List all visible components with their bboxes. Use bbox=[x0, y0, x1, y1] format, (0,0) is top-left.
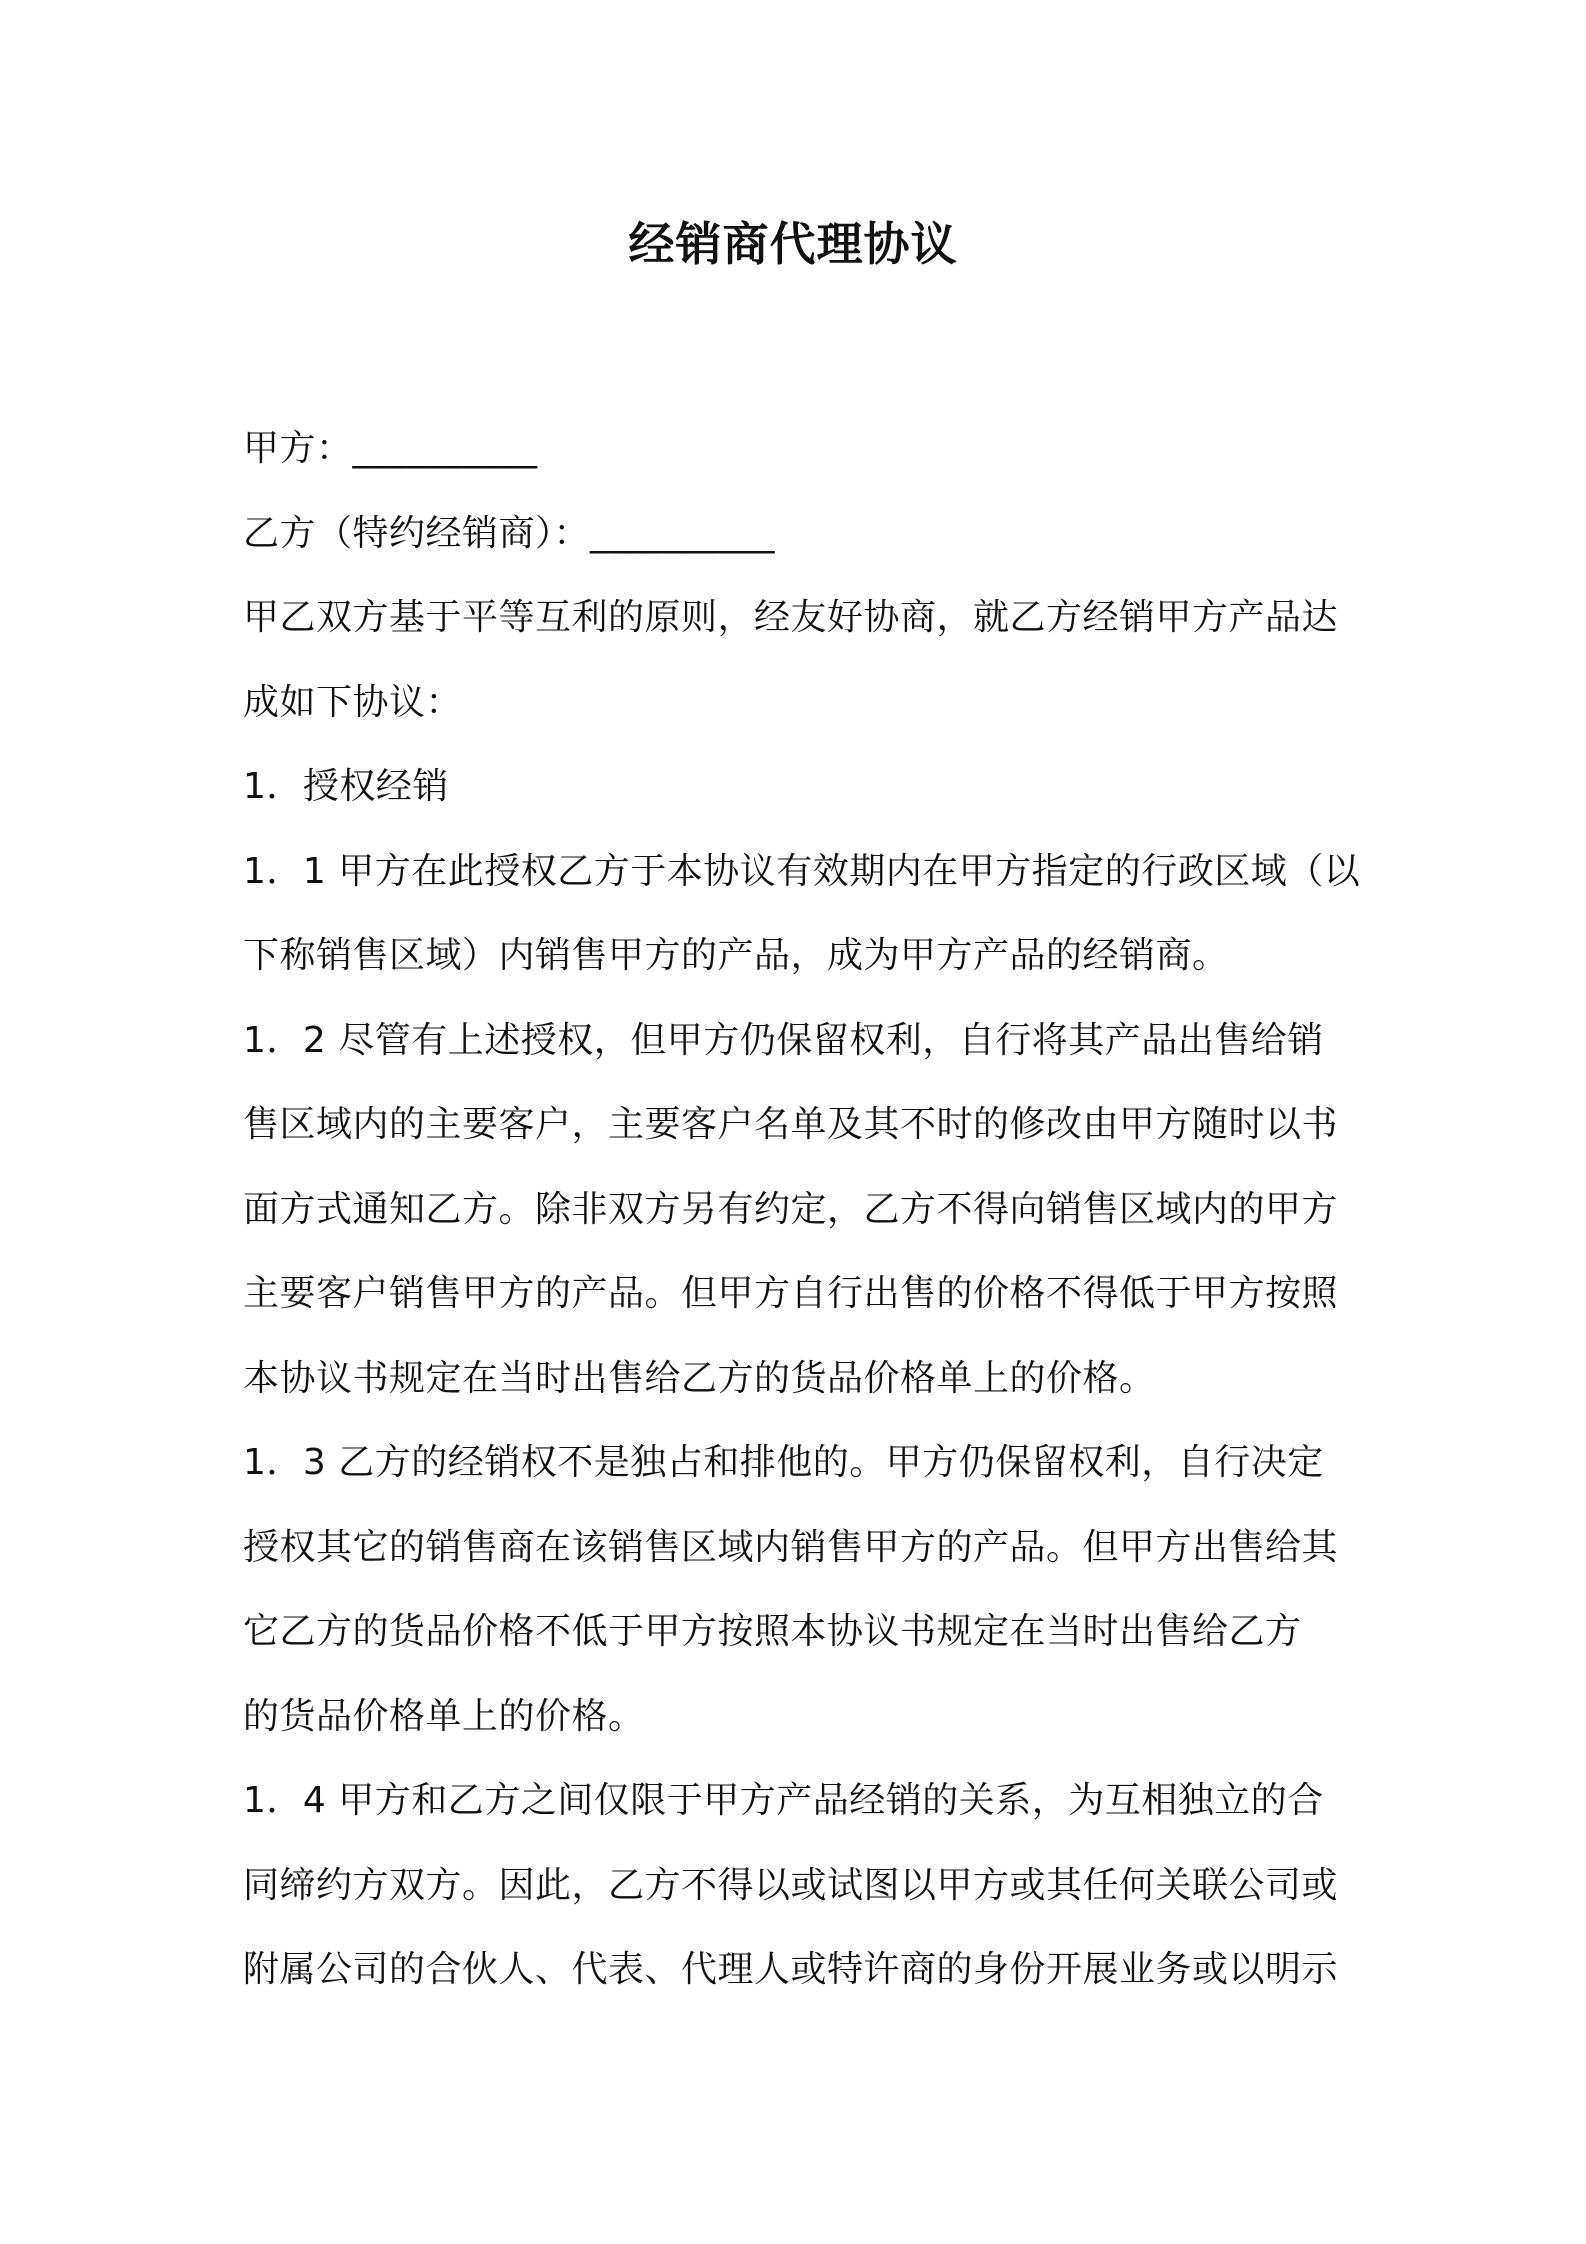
party-a-line: 甲方：__________ bbox=[243, 428, 538, 469]
clause-1-2-line-5: 本协议书规定在当时出售给乙方的货品价格单上的价格。 bbox=[243, 1357, 1156, 1399]
preamble-line-1: 甲乙双方基于平等互利的原则，经友好协商，就乙方经销甲方产品达 bbox=[243, 597, 1339, 638]
clause-1-4-line-3: 附属公司的合伙人、代表、代理人或特许商的身份开展业务或以明示 bbox=[243, 1949, 1339, 1990]
clause-1-2-line-3: 面方式通知乙方。除非双方另有约定，乙方不得向销售区域内的甲方 bbox=[243, 1188, 1339, 1230]
clause-1-3-line-2: 授权其它的销售商在该销售区域内销售甲方的产品。但甲方出售给其 bbox=[243, 1526, 1339, 1568]
clause-1-1-line-1: 1．1 甲方在此授权乙方于本协议有效期内在甲方指定的行政区域（以 bbox=[243, 850, 1361, 892]
clause-1-1-line-2: 下称销售区域）内销售甲方的产品，成为甲方产品的经销商。 bbox=[243, 935, 1229, 976]
clause-1-2-line-2: 售区域内的主要客户，主要客户名单及其不时的修改由甲方随时以书 bbox=[243, 1104, 1339, 1145]
party-b-line: 乙方（特约经销商）：__________ bbox=[243, 512, 776, 554]
clause-1-2-line-4: 主要客户销售甲方的产品。但甲方自行出售的价格不得低于甲方按照 bbox=[243, 1273, 1339, 1314]
clause-1-2-line-1: 1．2 尽管有上述授权，但甲方仍保留权利，自行将其产品出售给销 bbox=[243, 1019, 1324, 1061]
clause-1-4-line-2: 同缔约方双方。因此，乙方不得以或试图以甲方或其任何关联公司或 bbox=[243, 1864, 1339, 1906]
clause-1-4-line-1: 1．4 甲方和乙方之间仅限于甲方产品经销的关系，为互相独立的合 bbox=[243, 1780, 1324, 1821]
preamble-line-2: 成如下协议： bbox=[243, 681, 463, 723]
document-title: 经销商代理协议 bbox=[628, 217, 958, 271]
document-body bbox=[243, 407, 1361, 2013]
clause-1-3-line-4: 的货品价格单上的价格。 bbox=[243, 1695, 645, 1737]
section-heading-authorized-distribution: 1．授权经销 bbox=[243, 766, 449, 807]
clause-1-3-line-1: 1．3 乙方的经销权不是独占和排他的。甲方仍保留权利，自行决定 bbox=[243, 1442, 1324, 1483]
clause-1-3-line-3: 它乙方的货品价格不低于甲方按照本协议书规定在当时出售给乙方 bbox=[243, 1611, 1302, 1652]
